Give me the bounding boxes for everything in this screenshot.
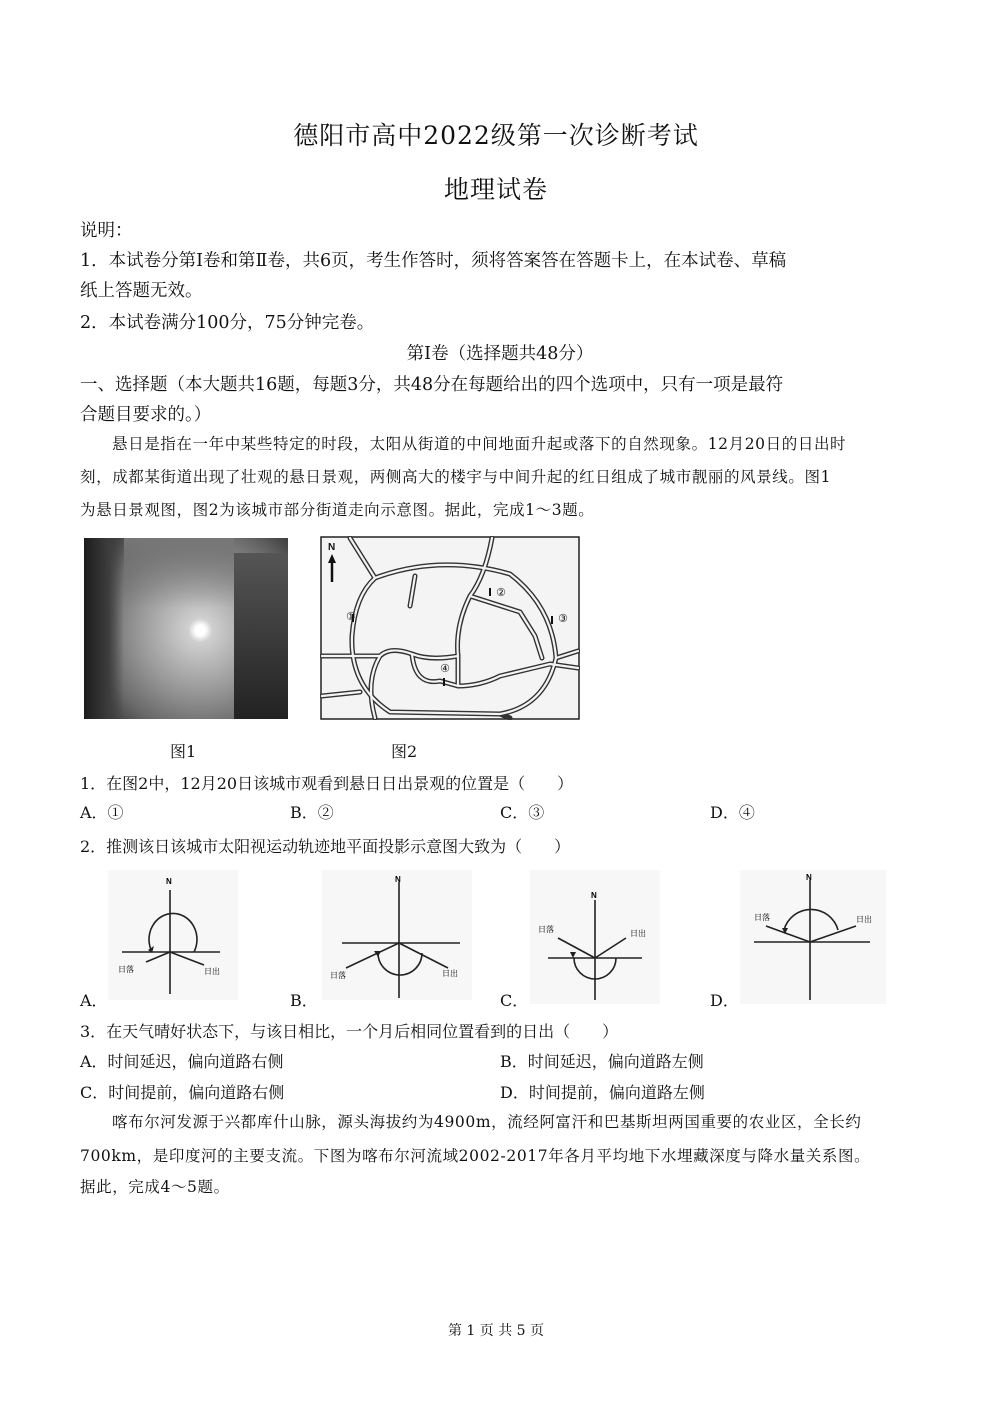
section-intro-b: 合题目要求的。） [80, 405, 212, 425]
section-intro-a: 一、选择题（本大题共16题，每题3分，共48分在每题给出的四个选项中，只有一项是最符 [80, 375, 784, 395]
diagram-c-sunset: 日落 [538, 925, 554, 934]
diagram-d-sunset: 日落 [754, 913, 770, 922]
q2-diagram-b [322, 870, 472, 1000]
map-label-4: ④ [440, 662, 450, 675]
instructions-heading: 说明： [80, 221, 133, 241]
passage2-line1: 喀布尔河发源于兴都库什山脉，源头海拔约为4900m，流经阿富汗和巴基斯坦两国重要的农业区，全长约 [112, 1113, 862, 1131]
diagram-d-sunrise: 日出 [856, 915, 872, 924]
q2-option-a[interactable]: A． [80, 991, 108, 1010]
q2-diagram-a [108, 870, 238, 1000]
q2-option-d[interactable]: D． [710, 991, 739, 1010]
q3-option-a[interactable]: A．时间延迟，偏向道路右侧 [80, 1052, 284, 1071]
diagram-c-north: N [591, 891, 597, 900]
map-label-1: ① [346, 610, 356, 623]
instruction-item-2: 2．本试卷满分100分，75分钟完卷。 [80, 313, 375, 333]
passage1-line2: 刻，成都某街道出现了壮观的悬日景观，两侧高大的楼宇与中间升起的红日组成了城市靓丽的风景线。图1 [80, 468, 832, 486]
figure1-caption: 图1 [170, 742, 197, 761]
figure1-suspended-sun-photo [84, 538, 288, 719]
exam-subtitle: 地理试卷 [443, 175, 548, 204]
q3-option-c[interactable]: C．时间提前，偏向道路右侧 [80, 1083, 285, 1102]
figure2-street-map [320, 536, 580, 720]
q1-option-a[interactable]: A．① [80, 803, 124, 822]
q1-option-c[interactable]: C．③ [500, 803, 545, 822]
instruction-item-1a: 1．本试卷分第Ⅰ卷和第Ⅱ卷，共6页，考生作答时，须将答案答在答题卡上，在本试卷、草稿 [80, 251, 787, 271]
page-number: 第 1 页 共 5 页 [447, 1323, 545, 1339]
q2-diagram-d [740, 870, 886, 1004]
passage1-line3: 为悬日景观图，图2为该城市部分街道走向示意图。据此，完成1～3题。 [80, 501, 595, 519]
q3-stem: 3．在天气晴好状态下，与该日相比，一个月后相同位置看到的日出（ ） [80, 1022, 619, 1041]
diagram-a-sunrise: 日出 [204, 967, 220, 976]
diagram-a-north: N [166, 877, 172, 886]
diagram-b-sunrise: 日出 [442, 969, 458, 978]
q3-option-b[interactable]: B．时间延迟，偏向道路左侧 [500, 1052, 704, 1071]
q2-option-b[interactable]: B． [290, 991, 318, 1010]
section-title: 第Ⅰ卷（选择题共48分） [406, 344, 594, 364]
diagram-b-north: N [395, 875, 401, 884]
q1-stem: 1．在图2中，12月20日该城市观看到悬日日出景观的位置是（ ） [80, 774, 574, 793]
exam-title: 德阳市高中2022级第一次诊断考试 [293, 121, 699, 150]
q1-option-d[interactable]: D．④ [710, 803, 755, 822]
q2-diagram-c [530, 870, 660, 1004]
diagram-b-sunset: 日落 [330, 971, 346, 980]
map-label-3: ③ [558, 612, 568, 625]
passage1-line1: 悬日是指在一年中某些特定的时段，太阳从街道的中间地面升起或落下的自然现象。12月20日的日出时 [112, 435, 847, 453]
instruction-item-1b: 纸上答题无效。 [80, 281, 203, 301]
diagram-c-sunrise: 日出 [630, 929, 646, 938]
q2-stem: 2．推测该日该城市太阳视运动轨迹地平面投影示意图大致为（ ） [80, 837, 571, 856]
passage2-line2: 700km，是印度河的主要支流。下图为喀布尔河流域2002-2017年各月平均地下水埋藏深度与降水量关系图。 [80, 1147, 871, 1165]
map-north-label: N [328, 542, 336, 553]
q3-option-d[interactable]: D．时间提前，偏向道路左侧 [500, 1083, 705, 1102]
map-label-2: ② [496, 586, 506, 599]
q2-option-c[interactable]: C． [500, 991, 529, 1010]
q1-option-b[interactable]: B．② [290, 803, 334, 822]
diagram-d-north: N [806, 873, 812, 882]
diagram-a-sunset: 日落 [118, 965, 134, 974]
passage2-line3: 据此，完成4～5题。 [80, 1178, 230, 1196]
figure2-caption: 图2 [391, 742, 418, 761]
